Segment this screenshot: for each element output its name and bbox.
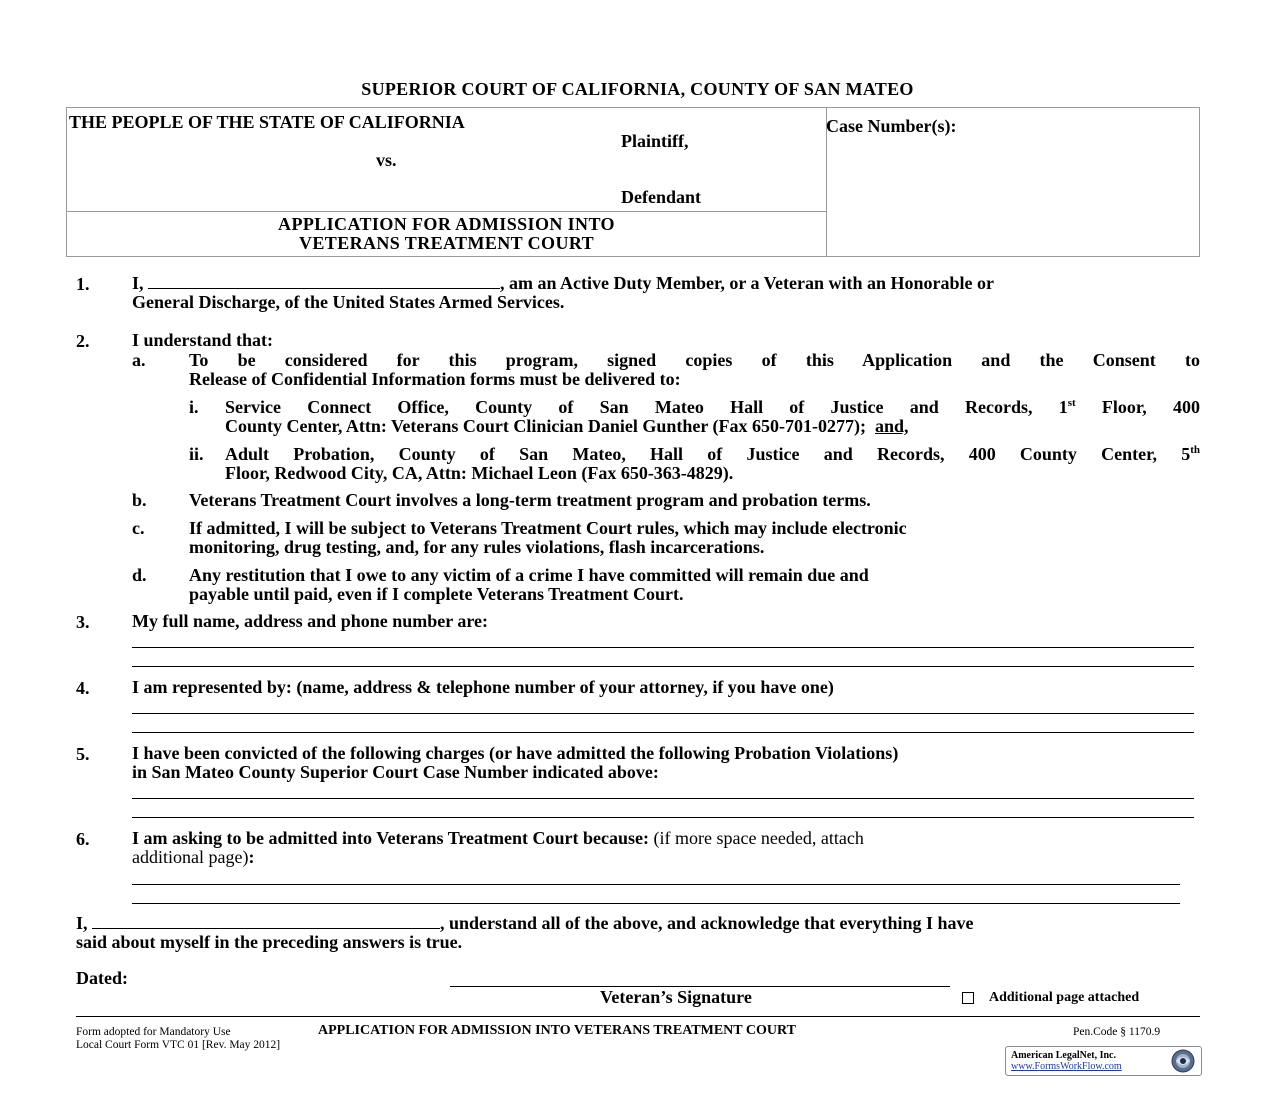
people-label: THE PEOPLE OF THE STATE OF CALIFORNIA: [69, 112, 465, 132]
item-5-line2: in San Mateo County Superior Court Case Number indicated above:: [132, 762, 659, 782]
service-office-address: County Center, Attn: Veterans Court Clinician Daniel Gunther (Fax 650-701-0277);: [225, 416, 866, 436]
item-6-colon: :: [248, 847, 255, 867]
item-2a-line2: Release of Confidential Information forms must be delivered to:: [189, 369, 681, 389]
logo-url[interactable]: www.FormsWorkFlow.com: [1011, 1061, 1122, 1072]
footer-adopted: Form adopted for Mandatory Use: [76, 1026, 231, 1038]
item-2d-line2: payable until paid, even if I complete Veterans Treatment Court.: [189, 584, 684, 604]
first-sup: st: [1067, 397, 1076, 409]
item-2a-line1: To be considered for this program, signed copies of this Application and the Consent to: [189, 350, 1200, 370]
name-blank-1[interactable]: [148, 274, 500, 289]
charges-line-1[interactable]: [132, 798, 1194, 799]
document-title-line1: APPLICATION FOR ADMISSION INTO: [278, 214, 615, 234]
item-2a-i-line2: [225, 417, 909, 436]
item-4-text: I am represented by: (name, address & telephone number of your attorney, if you have one): [132, 677, 834, 697]
item-1-number: 1.: [76, 274, 90, 294]
attorney-line-1[interactable]: [132, 713, 1194, 714]
item-2c-label: c.: [132, 518, 145, 538]
reason-line-2[interactable]: [132, 903, 1180, 904]
reason-line-1[interactable]: [132, 884, 1180, 885]
case-number-label: Case Number(s):: [826, 116, 957, 136]
case-caption: [66, 107, 1200, 257]
item-6-note-cont: additional page): [132, 847, 249, 867]
attorney-line-2[interactable]: [132, 732, 1194, 733]
item-5-line1: I have been convicted of the following charges (or have admitted the following Probation Violations): [132, 743, 899, 763]
globe-icon: [1170, 1048, 1196, 1074]
case-number-field[interactable]: [829, 138, 1197, 252]
item-2b-line1: Veterans Treatment Court involves a long-term treatment program and probation terms.: [189, 490, 871, 510]
service-office-text: Service Connect Office, County of San Mateo Hall of Justice and Records, 1: [225, 397, 1068, 417]
logo-company: American LegalNet, Inc.: [1011, 1050, 1116, 1061]
plaintiff-label: Plaintiff,: [621, 131, 689, 151]
item-4-number: 4.: [76, 678, 90, 698]
item-3-text: My full name, address and phone number are:: [132, 611, 489, 631]
additional-page-label: Additional page attached: [989, 990, 1140, 1005]
vs-label: vs.: [376, 150, 397, 170]
item-1-line1: [132, 274, 1200, 293]
probation-text: Adult Probation, County of San Mateo, Hall of Justice and Records, 400 County Center, 5: [225, 444, 1191, 464]
ack-text: , understand all of the above, and acknowledge that everything I have: [440, 913, 974, 933]
ack-prefix: I,: [76, 913, 88, 933]
footer-rule: [76, 1016, 1200, 1017]
signature-label: Veteran’s Signature: [600, 987, 752, 1007]
item-2d-label: d.: [132, 565, 147, 585]
ack-line1: [76, 914, 1200, 933]
item-3-number: 3.: [76, 612, 90, 632]
item-6-note: (if more space needed, attach: [653, 828, 864, 848]
item-1-line2: General Discharge, of the United States Armed Services.: [132, 292, 565, 312]
item-2-number: 2.: [76, 331, 90, 351]
address-line-2[interactable]: [132, 666, 1194, 667]
item-2a-i-line1: [225, 398, 1200, 417]
name-blank-2[interactable]: [92, 914, 440, 929]
item-2a-ii-line2: Floor, Redwood City, CA, Attn: Michael Leon (Fax 650-363-4829).: [225, 463, 734, 483]
item-2a-ii-line1: [225, 445, 1200, 464]
item-6-bold: I am asking to be admitted into Veterans Treatment Court because:: [132, 828, 649, 848]
footer-title: APPLICATION FOR ADMISSION INTO VETERANS TREATMENT COURT: [318, 1023, 796, 1038]
footer-form-number: Local Court Form VTC 01 [Rev. May 2012]: [76, 1039, 281, 1051]
item-2d-line1: Any restitution that I owe to any victim of a crime I have committed will remain due and: [189, 565, 869, 585]
item-6-line2: [132, 848, 254, 867]
item-2c-line2: monitoring, drug testing, and, for any rules violations, flash incarcerations.: [189, 537, 765, 557]
ack-line2: said about myself in the preceding answers is true.: [76, 932, 463, 952]
item-6-line1: [132, 829, 864, 848]
and-text: and,: [875, 416, 909, 436]
caption-parties: [67, 108, 827, 256]
service-office-floor: Floor, 400: [1101, 397, 1200, 417]
court-title: SUPERIOR COURT OF CALIFORNIA, COUNTY OF SAN MATEO: [361, 79, 914, 99]
charges-line-2[interactable]: [132, 817, 1194, 818]
item-2a-i-label: i.: [189, 397, 199, 417]
item-2a-label: a.: [132, 350, 146, 370]
item-2a-ii-label: ii.: [189, 444, 204, 464]
item-2c-line1: If admitted, I will be subject to Veterans Treatment Court rules, which may include electronic: [189, 518, 907, 538]
address-line-1[interactable]: [132, 647, 1194, 648]
dated-label: Dated:: [76, 968, 128, 988]
document-title-line2: VETERANS TREATMENT COURT: [298, 233, 595, 253]
defendant-label: Defendant: [621, 187, 701, 207]
item-1-text: , am an Active Duty Member, or a Veteran with an Honorable or: [500, 273, 994, 293]
item-2b-label: b.: [132, 490, 147, 510]
item-2-intro: I understand that:: [132, 330, 274, 350]
document-title: [67, 211, 826, 257]
additional-page-checkbox[interactable]: [962, 992, 974, 1004]
item-6-number: 6.: [76, 829, 90, 849]
item-5-number: 5.: [76, 744, 90, 764]
item-1-prefix: I,: [132, 273, 144, 293]
american-legalnet-logo[interactable]: [1005, 1046, 1202, 1076]
footer-code: Pen.Code § 1170.9: [1073, 1026, 1161, 1038]
fifth-sup: th: [1190, 444, 1200, 456]
